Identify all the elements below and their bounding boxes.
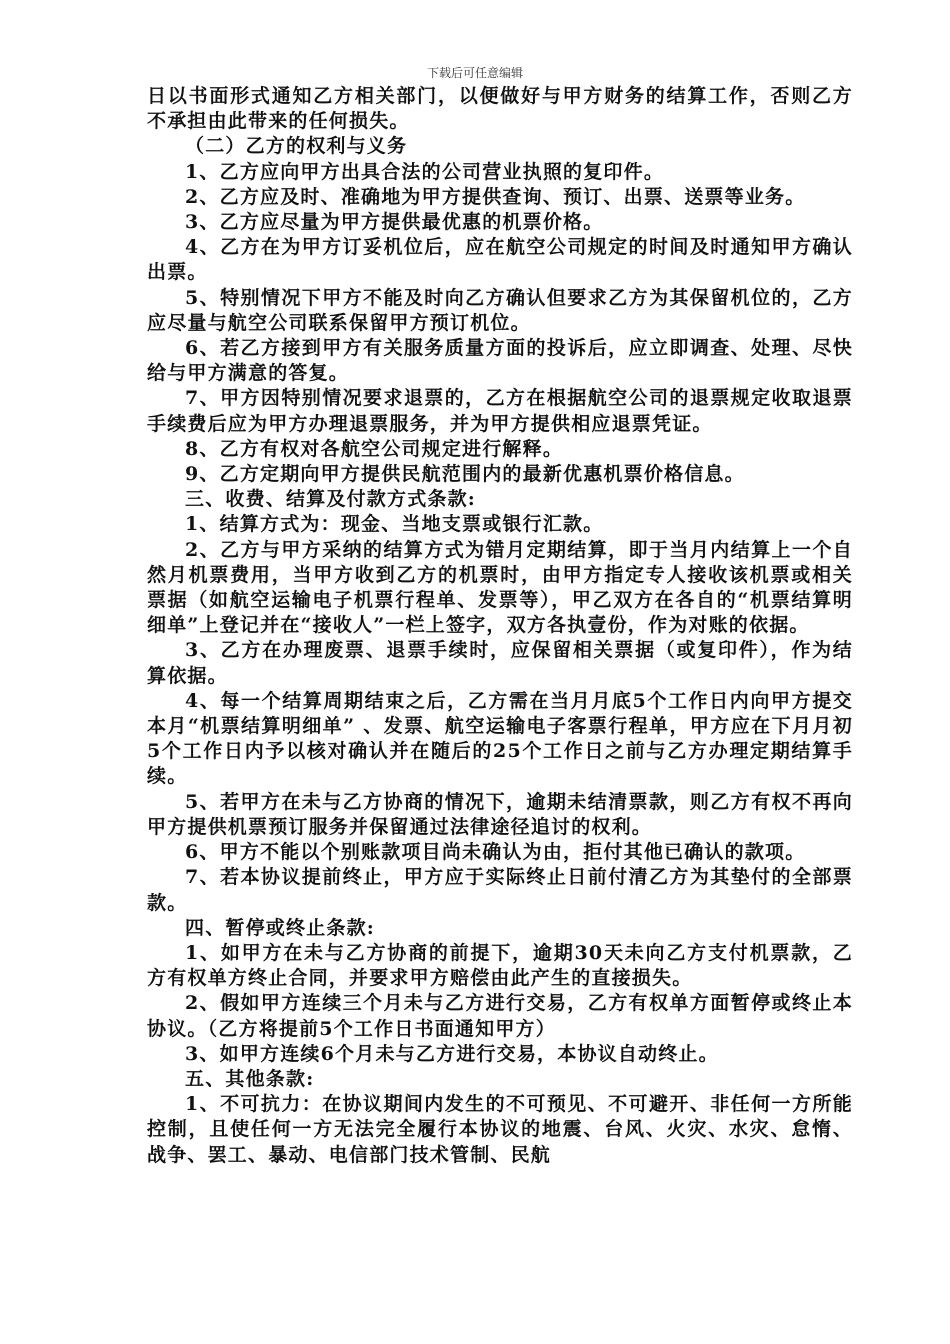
clause-b-6: 6、若乙方接到甲方有关服务质量方面的投诉后，应立即调查、处理、尽快给与甲方满意的答复。 — [147, 337, 853, 385]
section-heading-party-b-rights: （二）乙方的权利与义务 — [185, 135, 408, 158]
clause-b-2: 2、乙方应及时、准确地为甲方提供查询、预订、出票、送票等业务。 — [185, 185, 806, 208]
clause-settlement-4: 4、每一个结算周期结束之后，乙方需在当月月底5个工作日内向甲方提交本月“机票结算明细单” 、发票、航空运输电子客票行程单，甲方应在下月月初5个工作日内予以核对确认并在随后的25个工作日之前与乙方办理定期结算手续。 — [147, 689, 853, 788]
section-heading-termination: 四、暂停或终止条款: — [185, 916, 376, 939]
clause-termination-3: 3、如甲方连续6个月未与乙方进行交易，本协议自动终止。 — [185, 1042, 719, 1065]
clause-b-3: 3、乙方应尽量为甲方提供最优惠的机票价格。 — [185, 211, 604, 234]
clause-termination-1: 1、如甲方在未与乙方协商的前提下，逾期30天未向乙方支付机票款，乙方有权单方终止合同，并要求甲方赔偿由此产生的直接损失。 — [147, 941, 853, 990]
page-header-note: 下载后可任意编辑 — [426, 66, 523, 80]
clause-b-1: 1、乙方应向甲方出具合法的公司营业执照的复印件。 — [185, 160, 665, 183]
clause-b-8: 8、乙方有权对各航空公司规定进行解释。 — [185, 437, 564, 460]
clause-settlement-5: 5、若甲方在未与乙方协商的情况下，逾期未结清票款，则乙方有权不再向甲方提供机票预订服务并保留通过法律途径追讨的权利。 — [147, 790, 853, 838]
clause-settlement-6: 6、甲方不能以个别账款项目尚未确认为由，拒付其他已确认的款项。 — [185, 841, 806, 864]
clause-settlement-1: 1、结算方式为：现金、当地支票或银行汇款。 — [185, 513, 604, 536]
clause-settlement-2: 2、乙方与甲方采纳的结算方式为错月定期结算，即于当月内结算上一个自然月机票费用，当甲方收到乙方的机票时，由甲方指定专人接收该机票或相关票据（如航空运输电子机票行程单、发票等），甲乙双方在各自的“机票结算明细单”上登记并在“接收人”一栏上签字，双方各执壹份，作为对账的依据。 — [147, 538, 853, 637]
clause-termination-2: 2、假如甲方连续三个月未与乙方进行交易，乙方有权单方面暂停或终止本协议。（乙方将提前5个工作日书面通知甲方） — [147, 992, 853, 1040]
clause-b-9: 9、乙方定期向甲方提供民航范围内的最新优惠机票价格信息。 — [185, 463, 745, 486]
clause-b-7: 7、甲方因特别情况要求退票的，乙方在根据航空公司的退票规定收取退票手续费后应为甲方办理退票服务，并为甲方提供相应退票凭证。 — [147, 387, 853, 435]
clause-b-4: 4、乙方在为甲方订妥机位后，应在航空公司规定的时间及时通知甲方确认出票。 — [147, 236, 853, 284]
clause-settlement-3: 3、乙方在办理废票、退票手续时，应保留相关票据（或复印件），作为结算依据。 — [147, 639, 853, 687]
section-heading-settlement: 三、收费、结算及付款方式条款: — [185, 488, 477, 511]
clause-other-1: 1、不可抗力：在协议期间内发生的不可预见、不可避开、非任何一方所能控制，且使任何一方无法完全履行本协议的地震、台风、火灾、水灾、怠惰、战争、罢工、暴动、电信部门技术管制、民航 — [147, 1093, 853, 1166]
document-body — [147, 84, 853, 1168]
clause-b-5: 5、特别情况下甲方不能及时向乙方确认但要求乙方为其保留机位的，乙方应尽量与航空公司联系保留甲方预订机位。 — [147, 286, 853, 334]
clause-settlement-7: 7、若本协议提前终止，甲方应于实际终止日前付清乙方为其垫付的全部票款。 — [147, 866, 853, 914]
section-heading-other: 五、其他条款: — [185, 1067, 315, 1090]
paragraph-continuation: 日以书面形式通知乙方相关部门，以便做好与甲方财务的结算工作，否则乙方不承担由此带来的任何损失。 — [147, 85, 853, 133]
